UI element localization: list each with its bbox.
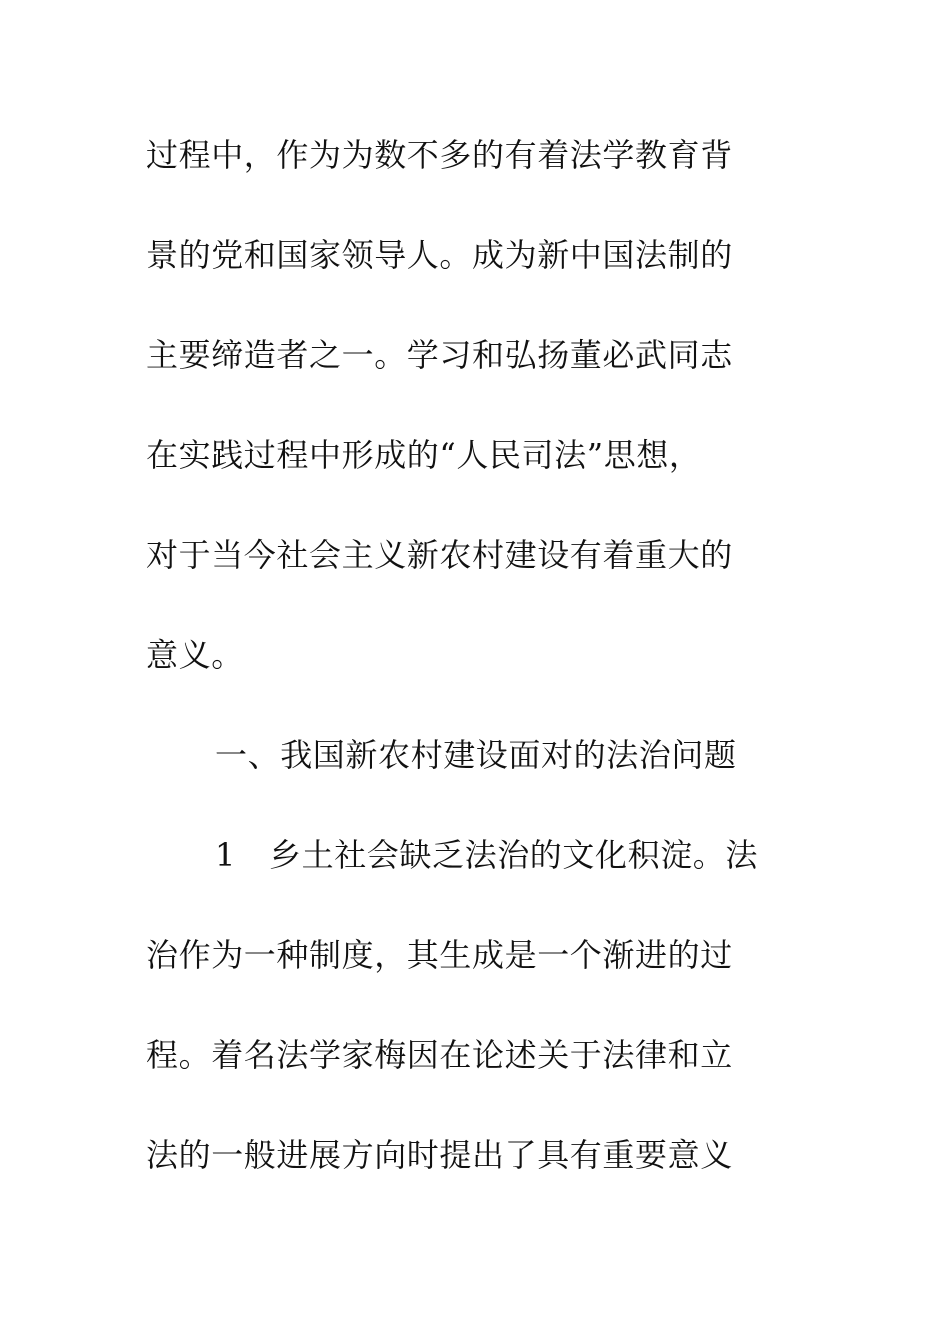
paragraph-line: 程。着名法学家梅因在论述关于法律和立 [146, 1036, 733, 1074]
paragraph-line: 法的一般进展方向时提出了具有重要意义 [146, 1136, 733, 1174]
subsection-line [215, 835, 758, 875]
section-heading: 一、我国新农村建设面对的法治问题 [215, 736, 737, 774]
paragraph-line: 治作为一种制度，其生成是一个渐进的过 [146, 936, 733, 974]
paragraph-line: 主要缔造者之一。学习和弘扬董必武同志 [146, 336, 733, 374]
paragraph-line: 对于当今社会主义新农村建设有着重大的 [146, 536, 733, 574]
subsection-text: 乡土社会缺乏法治的文化积淀。法 [269, 836, 759, 874]
paragraph-line: 意义。 [146, 636, 244, 674]
subsection-number: 1 [215, 836, 236, 874]
paragraph-line: 在实践过程中形成的“人民司法”思想， [146, 436, 702, 474]
paragraph-line: 景的党和国家领导人。成为新中国法制的 [146, 236, 733, 274]
paragraph-line: 过程中，作为为数不多的有着法学教育背 [146, 136, 733, 174]
